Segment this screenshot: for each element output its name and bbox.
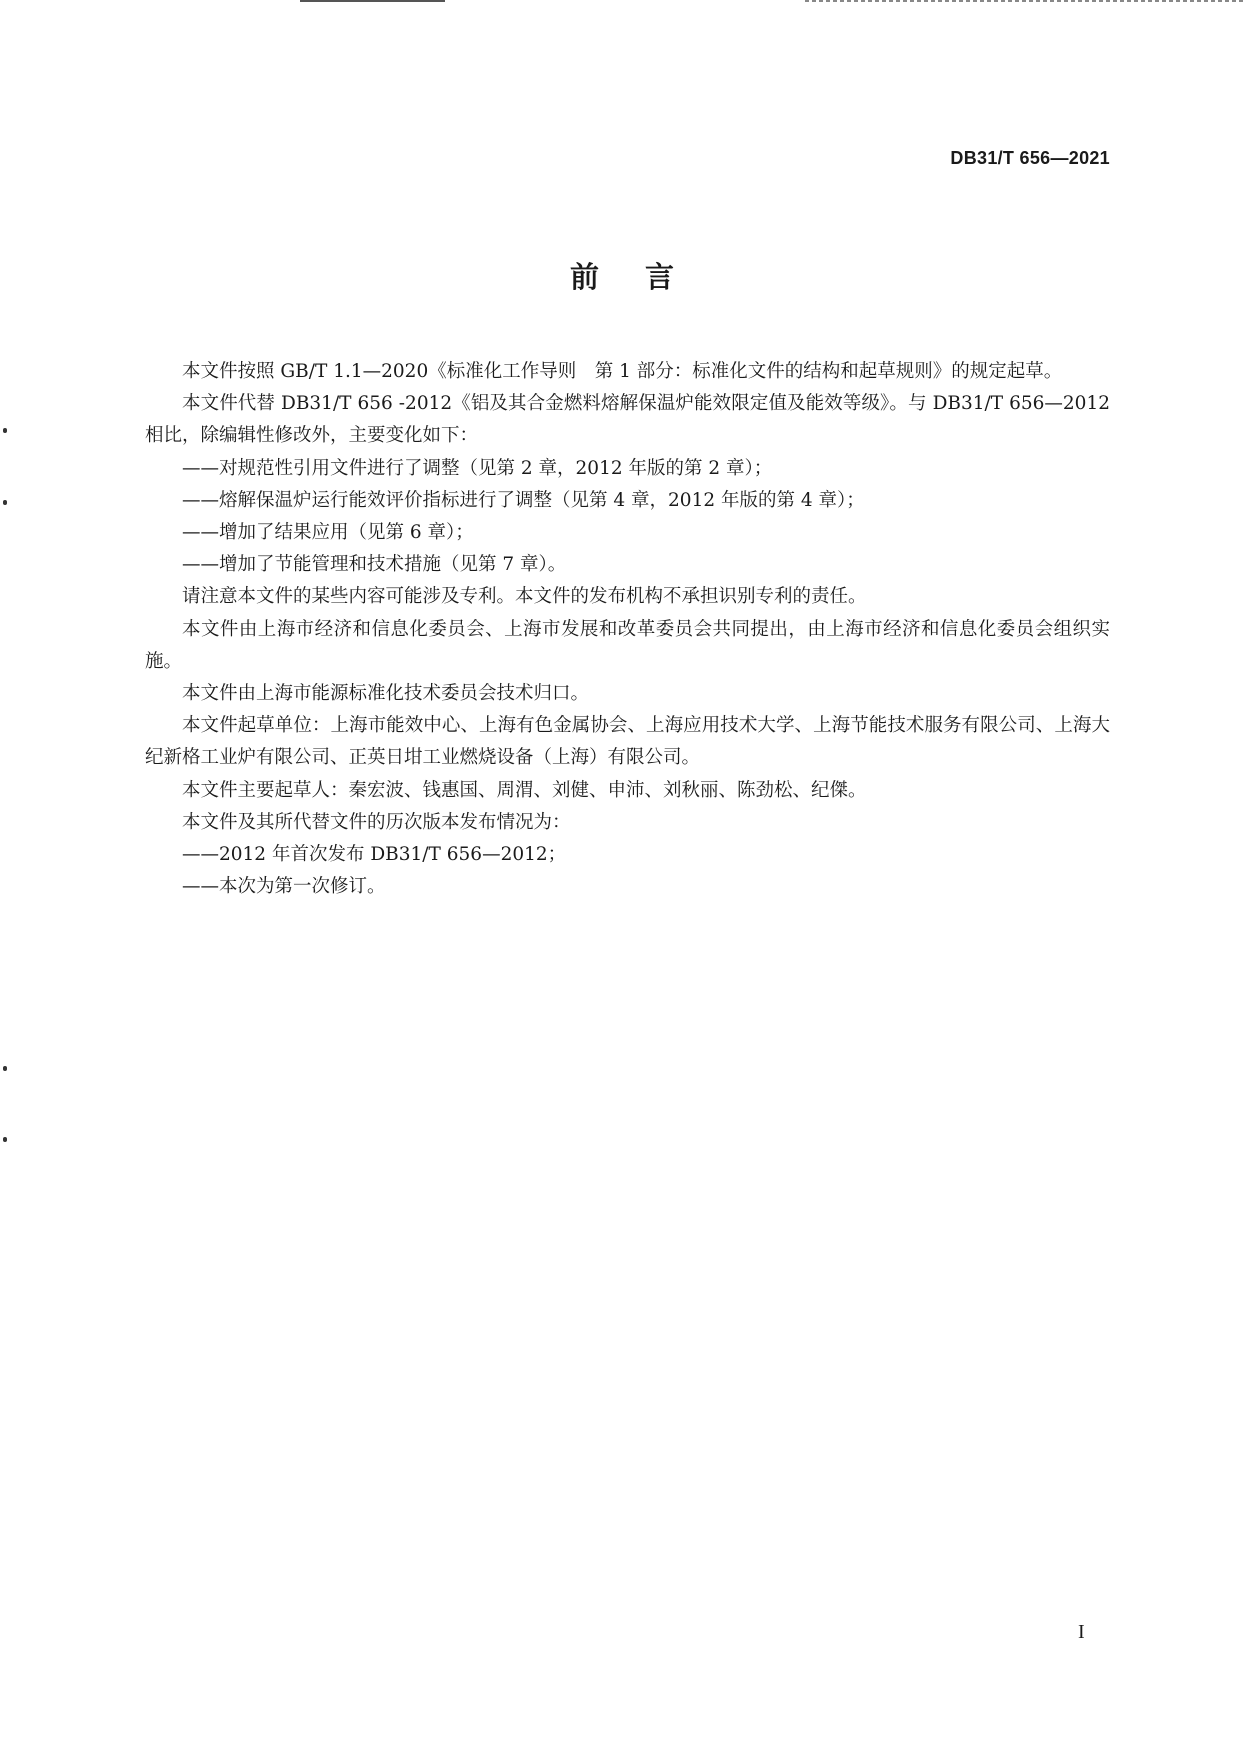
scan-margin-mark: [3, 500, 7, 505]
page-title: 前言: [569, 260, 720, 294]
foreword-body: [145, 356, 1110, 903]
scan-edge-line: [300, 0, 445, 2]
scan-margin-mark: [3, 428, 7, 433]
list-item-version: ——2012 年首次发布 DB31/T 656—2012；: [182, 844, 567, 866]
list-item-change: ——增加了节能管理和技术措施（见第 7 章）。: [182, 554, 567, 576]
paragraph-replacement: 本文件代替 DB31/T 656 -2012《铝及其合金燃料熔解保温炉能效限定值及能效等级》。与 DB31/T 656—2012 相比，除编辑性修改外，主要变化如下：: [145, 393, 1110, 447]
list-item-version: ——本次为第一次修订。: [182, 876, 386, 898]
paragraph-drafting-units: 本文件起草单位：上海市能效中心、上海有色金属协会、上海应用技术大学、上海节能技术服务有限公司、上海大纪新格工业炉有限公司、正英日坩工业燃烧设备（上海）有限公司。: [145, 715, 1110, 769]
page-number: I: [1078, 1621, 1085, 1643]
paragraph-drafters: 本文件主要起草人：秦宏波、钱惠国、周渭、刘健、申沛、刘秋丽、陈劲松、纪傑。: [182, 779, 867, 801]
list-item-change: ——熔解保温炉运行能效评价指标进行了调整（见第 4 章，2012 年版的第 4 章）；: [182, 489, 865, 511]
list-item-change: ——增加了结果应用（见第 6 章）；: [182, 522, 474, 544]
scan-edge-line: [805, 0, 1244, 2]
paragraph-version-history: 本文件及其所代替文件的历次版本发布情况为：: [182, 811, 571, 833]
list-item-change: ——对规范性引用文件进行了调整（见第 2 章，2012 年版的第 2 章）；: [182, 457, 773, 479]
scan-margin-mark: [3, 1066, 7, 1071]
document-code: DB31/T 656—2021: [950, 148, 1110, 168]
paragraph-technical-committee: 本文件由上海市能源标准化技术委员会技术归口。: [182, 683, 590, 705]
paragraph-patent-notice: 请注意本文件的某些内容可能涉及专利。本文件的发布机构不承担识别专利的责任。: [182, 586, 867, 608]
paragraph-proposer: 本文件由上海市经济和信息化委员会、上海市发展和改革委员会共同提出，由上海市经济和信息化委员会组织实施。: [145, 618, 1110, 672]
scan-margin-mark: [3, 1137, 7, 1142]
paragraph-drafting-basis: 本文件按照 GB/T 1.1—2020《标准化工作导则 第 1 部分：标准化文件的结构和起草规则》的规定起草。: [182, 361, 1063, 382]
